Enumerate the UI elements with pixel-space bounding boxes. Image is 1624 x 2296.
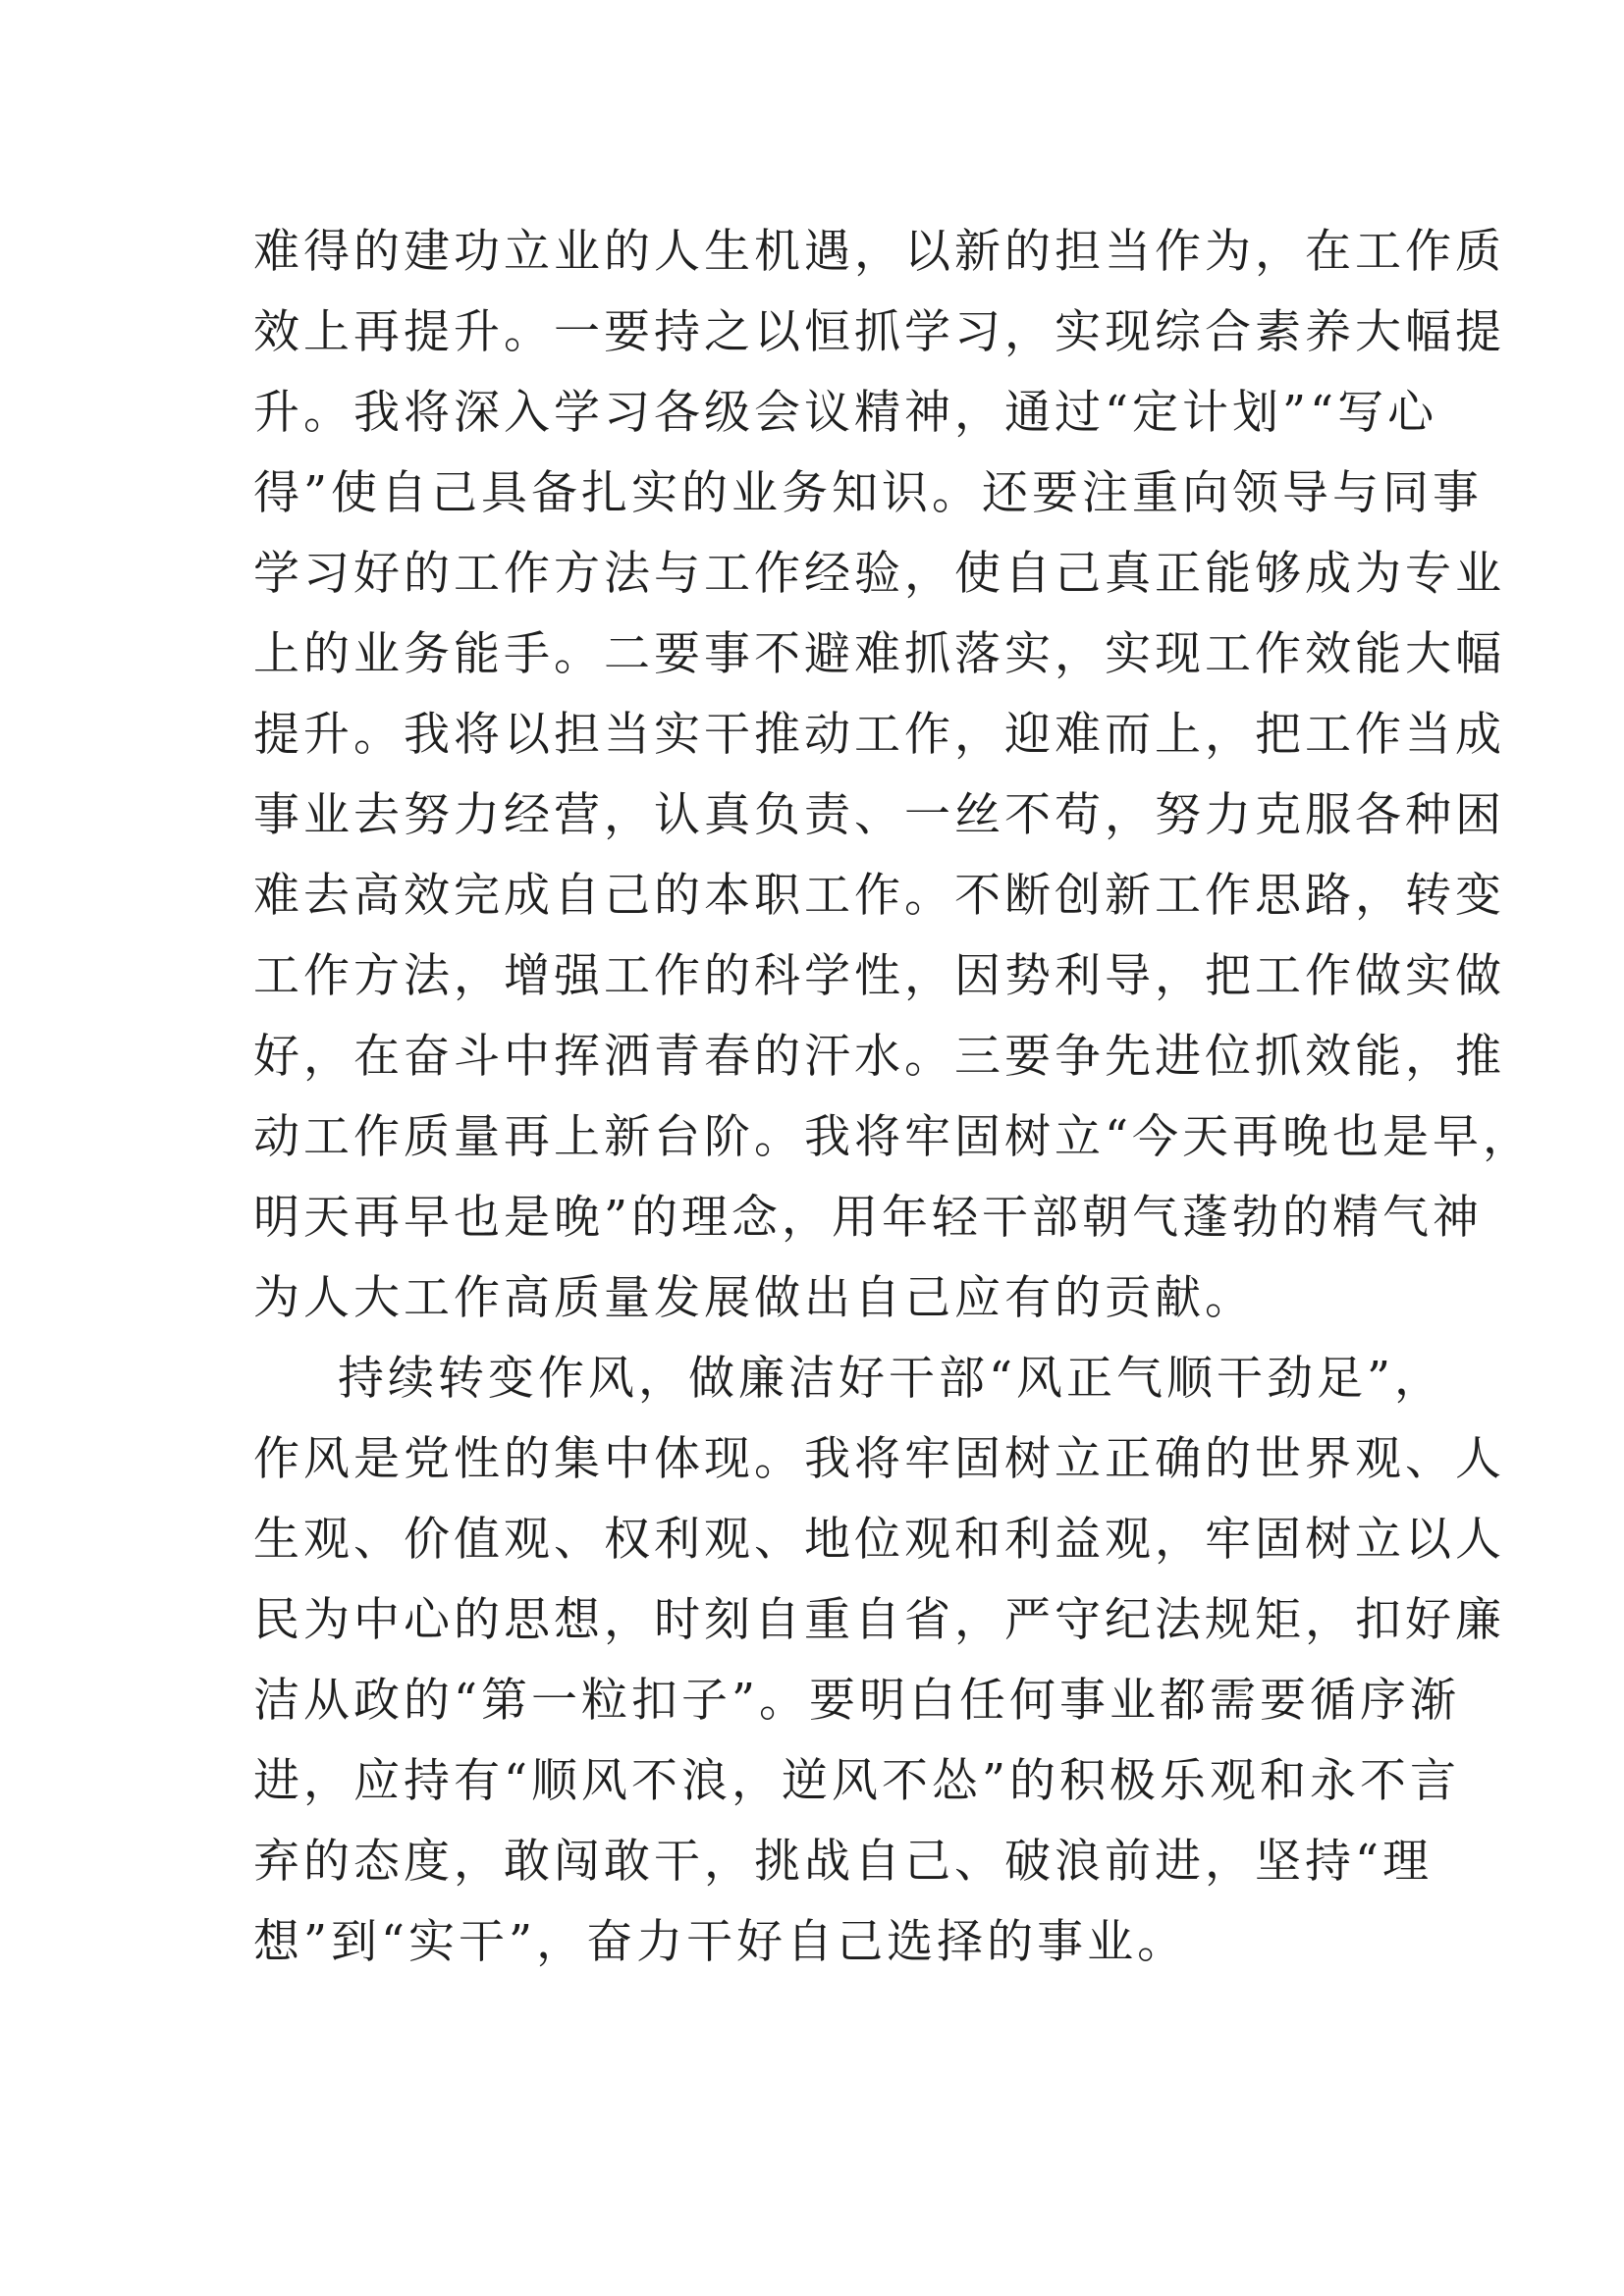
text-line: 学习好的工作方法与工作经验，使自己真正能够成为专业 — [253, 547, 1505, 601]
text-line: 洁从政的“第一粒扣子”。要明白任何事业都需要循序渐 — [253, 1674, 1461, 1728]
text-line: 进，应持有“顺风不浪，逆风不怂”的积极乐观和永不言 — [253, 1754, 1461, 1808]
text-line: 好，在奋斗中挥洒青春的汗水。三要争先进位抓效能，推 — [253, 1030, 1505, 1084]
text-line: 民为中心的思想，时刻自重自省，严守纪法规矩，扣好廉 — [253, 1593, 1505, 1647]
text-line: 难得的建功立业的人生机遇，以新的担当作为，在工作质 — [253, 225, 1505, 279]
paragraph-start-line: 持续转变作风，做廉洁好干部“风正气顺干劲足”， — [338, 1352, 1445, 1406]
text-line: 升。我将深入学习各级会议精神，通过“定计划”“写心 — [253, 386, 1438, 440]
text-line: 工作方法，增强工作的科学性，因势利导，把工作做实做 — [253, 949, 1505, 1003]
text-line: 生观、价值观、权利观、地位观和利益观，牢固树立以人 — [253, 1513, 1505, 1567]
text-line: 弃的态度，敢闯敢干，挑战自己、破浪前进，坚持“理 — [253, 1835, 1434, 1889]
text-line: 效上再提升。一要持之以恒抓学习，实现综合素养大幅提 — [253, 305, 1505, 359]
text-line: 为人大工作高质量发展做出自己应有的贡献。 — [253, 1271, 1255, 1325]
body-text — [253, 212, 1534, 1983]
text-line: 事业去努力经营，认真负责、一丝不苟，努力克服各种困 — [253, 788, 1505, 842]
text-line: 想”到“实干”，奋力干好自己选择的事业。 — [253, 1915, 1188, 1969]
text-line: 上的业务能手。二要事不避难抓落实，实现工作效能大幅 — [253, 627, 1505, 681]
text-line: 作风是党性的集中体现。我将牢固树立正确的世界观、人 — [253, 1432, 1505, 1486]
text-line: 难去高效完成自己的本职工作。不断创新工作思路，转变 — [253, 869, 1505, 923]
text-line: 动工作质量再上新台阶。我将牢固树立“今天再晚也是早， — [253, 1110, 1534, 1164]
text-line: 明天再早也是晚”的理念，用年轻干部朝气蓬勃的精气神 — [253, 1191, 1484, 1245]
text-line: 得”使自己具备扎实的业务知识。还要注重向领导与同事 — [253, 466, 1484, 520]
text-line: 提升。我将以担当实干推动工作，迎难而上，把工作当成 — [253, 708, 1505, 762]
